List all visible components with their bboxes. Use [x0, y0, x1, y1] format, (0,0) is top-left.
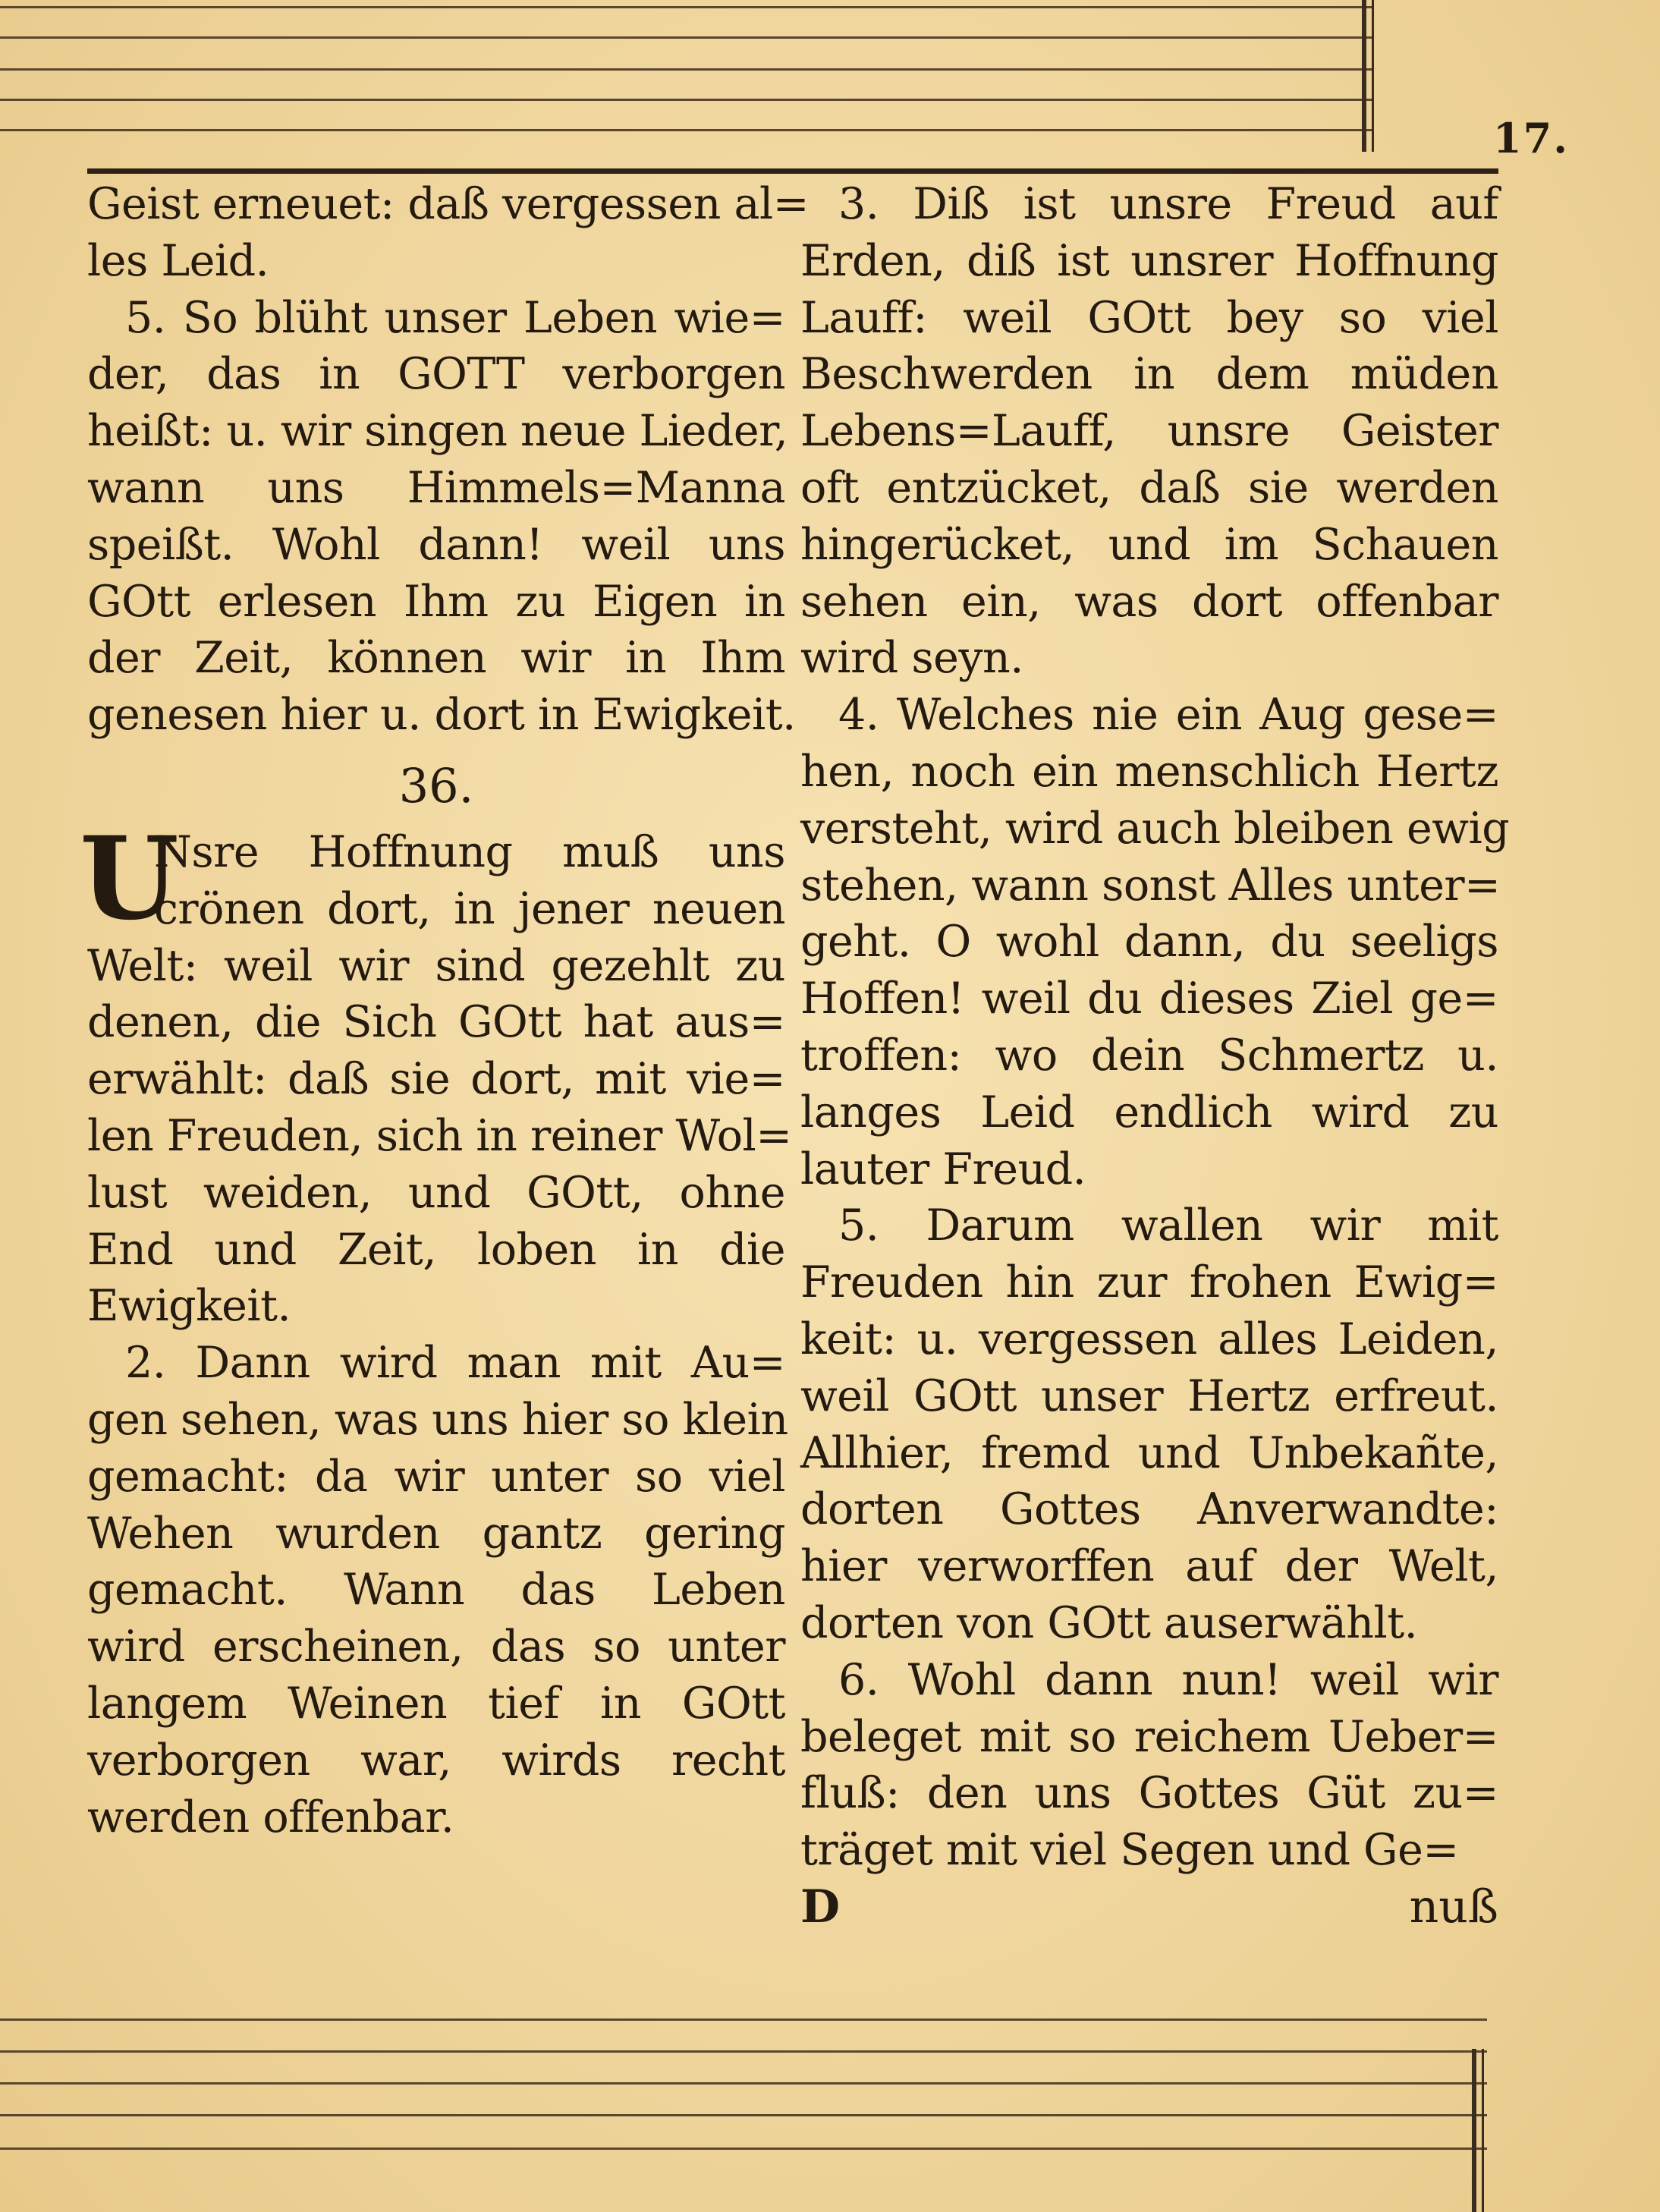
staff-line: [0, 2114, 1487, 2116]
staff-line: [0, 129, 1373, 131]
text-line: versteht, wird auch bleiben ewig: [800, 803, 1510, 854]
hymn-number: 36.: [398, 757, 474, 813]
page-footer: [800, 1880, 1498, 1941]
left-column-text-after: [80, 811, 792, 1845]
text-line: Lauff: weil GOtt bey so viel: [800, 292, 1498, 343]
text-line: len Freuden, sich in reiner Wol=: [87, 1110, 792, 1161]
text-line: fluß: den uns Gottes Güt zu=: [800, 1768, 1498, 1819]
text-line: heißt: u. wir singen neue Lieder,: [87, 406, 788, 457]
text-line: träget mit viel Segen und Ge=: [800, 1825, 1459, 1876]
text-line: weil GOtt unser Hertz erfreut.: [800, 1370, 1498, 1421]
right-column: [800, 176, 1510, 1879]
text-line: lauter Freud.: [800, 1144, 1086, 1194]
text-line: Allhier, fremd und Unbekañte,: [800, 1427, 1498, 1478]
text-line: geht. O wohl dann, du seeligs: [800, 917, 1498, 968]
staff-line: [0, 36, 1373, 39]
text-line: genesen hier u. dort in Ewigkeit.: [87, 690, 796, 741]
staff-line: [0, 2050, 1487, 2053]
staff-line: [0, 2018, 1487, 2021]
text-line: Ewigkeit.: [87, 1281, 291, 1332]
text-line: gen sehen, was uns hier so klein: [87, 1394, 788, 1445]
text-line: hen, noch ein menschlich Hertz: [800, 746, 1498, 797]
text-line: erwählt: daß sie dort, mit vie=: [87, 1054, 785, 1105]
text-line: dorten Gottes Anverwandte:: [800, 1484, 1498, 1535]
text-line: les Leid.: [87, 235, 269, 286]
text-line: beleget mit so reichem Ueber=: [800, 1711, 1498, 1762]
text-line: oft entzücket, daß sie werden: [800, 462, 1498, 513]
text-line: lust weiden, und GOtt, ohne: [87, 1167, 785, 1218]
text-line: der Zeit, können wir in Ihm: [87, 633, 785, 684]
right-column-text: [800, 176, 1510, 1879]
page-number: 17.: [1493, 114, 1569, 162]
text-line: Welt: weil wir sind gezehlt zu: [87, 940, 785, 991]
text-line: GOtt erlesen Ihm zu Eigen in: [87, 576, 785, 627]
left-column: [80, 176, 809, 1845]
staff-line: [0, 68, 1373, 71]
barline: [1482, 2049, 1484, 2212]
text-line: Geist erneuet: daß vergessen al=: [87, 179, 809, 229]
text-line: 5. Darum wallen wir mit: [838, 1200, 1498, 1251]
text-line: 3. Diß ist unsre Freud auf: [838, 179, 1498, 229]
text-line: 2. Dann wird man mit Au=: [125, 1338, 785, 1389]
text-line: Hoffen! weil du dieses Ziel ge=: [800, 974, 1498, 1024]
text-line: dorten von GOtt auserwählt.: [800, 1597, 1418, 1648]
text-line: verborgen war, wirds recht: [87, 1735, 785, 1786]
staff-line: [0, 6, 1373, 8]
staff-line: [0, 99, 1373, 101]
barline: [1372, 0, 1374, 152]
staff-line: [0, 2082, 1487, 2085]
header-rule: [87, 168, 1498, 174]
text-line: 5. So blüht unser Leben wie=: [125, 292, 785, 343]
drop-initial: U: [80, 811, 179, 946]
text-line: langes Leid endlich wird zu: [800, 1087, 1498, 1137]
text-line: stehen, wann sonst Alles unter=: [800, 860, 1501, 911]
left-column-text-before: [87, 176, 809, 744]
text-line: Erden, diß ist unsrer Hoffnung: [800, 235, 1498, 286]
catchword: nuß: [1409, 1880, 1498, 1934]
text-line: Wehen wurden gantz gering: [87, 1508, 785, 1559]
text-line: langem Weinen tief in GOtt: [87, 1678, 785, 1729]
text-line: wird seyn.: [800, 633, 1023, 684]
text-line: keit: u. vergessen alles Leiden,: [800, 1314, 1498, 1364]
text-line: wann uns Himmels=Manna: [87, 462, 785, 513]
text-line-content: Nsre Hoffnung muß uns: [154, 826, 785, 877]
text-line: Lebens=Lauff, unsre Geister: [800, 406, 1498, 457]
text-line: hingerücket, und im Schauen: [800, 519, 1498, 570]
signature-mark: D: [800, 1880, 841, 1934]
text-line: 4. Welches nie ein Aug gese=: [838, 690, 1498, 741]
text-line: werden offenbar.: [87, 1792, 454, 1842]
barline: [1472, 2049, 1476, 2212]
text-line: speißt. Wohl dann! weil uns: [87, 519, 785, 570]
barline: [1362, 0, 1366, 152]
text-line: End und Zeit, loben in die: [87, 1224, 785, 1275]
text-line: Freuden hin zur frohen Ewig=: [800, 1257, 1498, 1308]
text-line: sehen ein, was dort offenbar: [800, 576, 1498, 627]
text-line: Beschwerden in dem müden: [800, 349, 1498, 400]
text-line: der, das in GOTT verborgen: [87, 349, 785, 400]
text-line: 6. Wohl dann nun! weil wir: [838, 1654, 1498, 1705]
text-line: gemacht: da wir unter so viel: [87, 1451, 785, 1502]
text-line: gemacht. Wann das Leben: [87, 1565, 785, 1616]
text-line: crönen dort, in jener neuen: [154, 883, 785, 934]
text-line: troffen: wo dein Schmertz u.: [800, 1030, 1498, 1081]
music-staff-bottom: [0, 2003, 1660, 2212]
music-staff-top: [0, 0, 1660, 175]
text-line: denen, die Sich GOtt hat aus=: [87, 997, 785, 1048]
text-line: wird erscheinen, das so unter: [87, 1622, 785, 1672]
staff-line: [0, 2147, 1487, 2150]
text-line: hier verworffen auf der Welt,: [800, 1541, 1498, 1592]
